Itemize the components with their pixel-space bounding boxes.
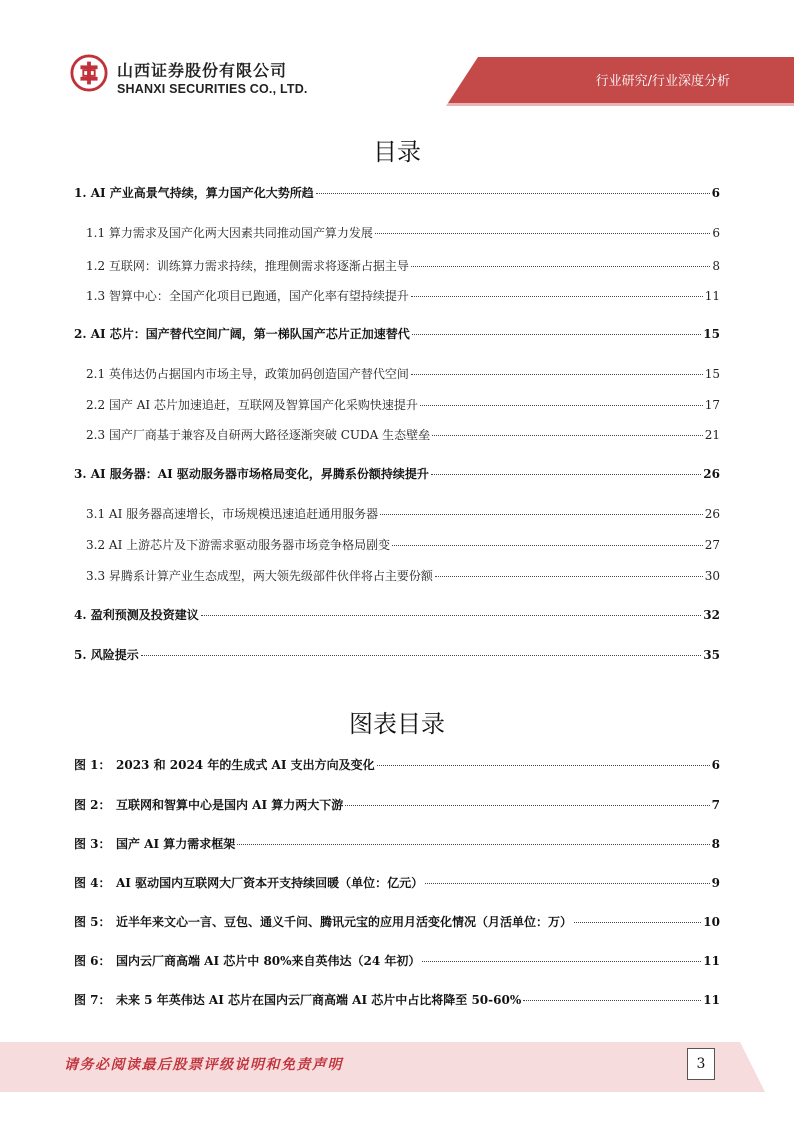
toc-entry-title: 3.3 昇腾系计算产业生态成型，两大领先级部件伙伴将占主要份额 bbox=[86, 569, 433, 583]
dot-leader bbox=[523, 1000, 701, 1001]
toc-entry-page: 35 bbox=[703, 648, 720, 662]
figure-caption: 国内云厂商高端 AI 芯片中 80%来自英伟达（24 年初） bbox=[116, 954, 421, 968]
toc-entry-page: 26 bbox=[704, 507, 720, 521]
figure-entry-page: 10 bbox=[703, 915, 720, 929]
figure-entry-page: 11 bbox=[703, 993, 720, 1007]
toc-entry[interactable] bbox=[86, 536, 720, 552]
dot-leader bbox=[412, 334, 701, 335]
toc-entry[interactable] bbox=[86, 396, 720, 412]
toc-entry[interactable] bbox=[74, 465, 720, 481]
dot-leader bbox=[411, 296, 703, 297]
toc-entry-title: 1.2 互联网：训练算力需求持续，推理侧需求将逐渐占据主导 bbox=[86, 259, 409, 273]
figure-entry-title bbox=[74, 952, 420, 969]
toc-entry-page: 27 bbox=[704, 538, 720, 552]
toc-entry[interactable] bbox=[74, 325, 720, 341]
company-logo-icon bbox=[70, 54, 108, 92]
page-header bbox=[0, 0, 794, 110]
toc-entry-page: 30 bbox=[704, 569, 720, 583]
report-category: 行业研究/行业深度分析 bbox=[595, 74, 730, 89]
figure-entry[interactable] bbox=[74, 796, 720, 812]
dot-leader bbox=[237, 844, 709, 845]
toc-entry[interactable] bbox=[74, 184, 720, 200]
figure-entry[interactable] bbox=[74, 913, 720, 929]
dot-leader bbox=[345, 805, 709, 806]
figure-caption: 未来 5 年英伟达 AI 芯片在国内云厂商高端 AI 芯片中占比将降至 50-60% bbox=[116, 993, 522, 1007]
figure-entry-page: 7 bbox=[711, 798, 720, 812]
toc-entry-page: 6 bbox=[711, 186, 720, 200]
dot-leader bbox=[422, 961, 701, 962]
dot-leader bbox=[420, 405, 703, 406]
toc-entry-title: 3.2 AI 上游芯片及下游需求驱动服务器市场竞争格局剧变 bbox=[86, 538, 391, 552]
toc-entry-title: 1. AI 产业高景气持续，算力国产化大势所趋 bbox=[74, 186, 314, 200]
figure-entry-title bbox=[74, 796, 343, 813]
toc-entry-page: 21 bbox=[704, 428, 720, 442]
toc-entry[interactable] bbox=[86, 365, 720, 381]
dot-leader bbox=[425, 883, 710, 884]
figure-caption: 互联网和智算中心是国内 AI 算力两大下游 bbox=[116, 798, 344, 812]
figure-entry[interactable] bbox=[74, 756, 720, 772]
figure-entry[interactable] bbox=[74, 952, 720, 968]
company-name bbox=[117, 58, 308, 96]
toc-entry-page: 26 bbox=[703, 467, 720, 481]
figure-entry[interactable] bbox=[74, 874, 720, 890]
figure-number: 图 5： bbox=[74, 915, 111, 929]
toc-title: 目录 bbox=[373, 138, 421, 166]
toc-entry[interactable] bbox=[86, 505, 720, 521]
toc-entry-page: 8 bbox=[712, 259, 720, 273]
toc-entry-title: 5. 风险提示 bbox=[74, 648, 139, 662]
company-name-en: SHANXI SECURITIES CO., LTD. bbox=[117, 82, 308, 96]
figure-entry-page: 8 bbox=[711, 837, 720, 851]
figure-number: 图 2： bbox=[74, 798, 111, 812]
dot-leader bbox=[574, 922, 701, 923]
toc-entry-page: 11 bbox=[704, 289, 720, 303]
dot-leader bbox=[141, 655, 702, 656]
figure-caption: 国产 AI 算力需求框架 bbox=[116, 837, 236, 851]
dot-leader bbox=[380, 514, 703, 515]
figure-entry-title bbox=[74, 913, 572, 930]
dot-leader bbox=[375, 233, 710, 234]
dot-leader bbox=[411, 266, 710, 267]
toc-entry[interactable] bbox=[74, 646, 720, 662]
figure-number: 图 4： bbox=[74, 876, 111, 890]
figure-number: 图 1： bbox=[74, 758, 111, 772]
toc-entry-title: 3. AI 服务器：AI 驱动服务器市场格局变化，昇腾系份额持续提升 bbox=[74, 467, 429, 481]
toc-entry[interactable] bbox=[86, 567, 720, 583]
toc-entry-title: 1.3 智算中心：全国产化项目已跑通，国产化率有望持续提升 bbox=[86, 289, 409, 303]
dot-leader bbox=[316, 193, 710, 194]
toc-entry-page: 15 bbox=[703, 327, 720, 341]
toc-entry-title: 2.2 国产 AI 芯片加速追赶，互联网及智算国产化采购快速提升 bbox=[86, 398, 418, 412]
company-name-cn: 山西证券股份有限公司 bbox=[117, 61, 288, 80]
toc-entry-title: 2.1 英伟达仍占据国内市场主导，政策加码创造国产替代空间 bbox=[86, 367, 409, 381]
figure-entry-page: 6 bbox=[711, 758, 720, 772]
figure-caption: AI 驱动国内互联网大厂资本开支持续回暖（单位：亿元） bbox=[116, 876, 424, 890]
dot-leader bbox=[431, 474, 701, 475]
dot-leader bbox=[377, 765, 710, 766]
toc-entry-page: 15 bbox=[704, 367, 720, 381]
figure-number: 图 6： bbox=[74, 954, 111, 968]
page-number: 3 bbox=[687, 1048, 715, 1080]
toc-entry[interactable] bbox=[86, 426, 720, 442]
figure-list-title: 图表目录 bbox=[349, 710, 445, 738]
toc-entry-title: 2. AI 芯片：国产替代空间广阔，第一梯队国产芯片正加速替代 bbox=[74, 327, 410, 341]
toc-entry[interactable] bbox=[86, 224, 720, 240]
toc-entry-title: 3.1 AI 服务器高速增长，市场规模迅速追赶通用服务器 bbox=[86, 507, 379, 521]
dot-leader bbox=[435, 576, 703, 577]
figure-caption: 近半年来文心一言、豆包、通义千问、腾讯元宝的应用月活变化情况（月活单位：万） bbox=[116, 915, 573, 929]
figure-entry[interactable] bbox=[74, 835, 720, 851]
toc-entry-page: 6 bbox=[712, 226, 720, 240]
dot-leader bbox=[201, 615, 702, 616]
toc-entry-page: 17 bbox=[704, 398, 720, 412]
figure-entry-page: 9 bbox=[711, 876, 720, 890]
figure-number: 图 7： bbox=[74, 993, 111, 1007]
figure-entry[interactable] bbox=[74, 991, 720, 1007]
figure-entry-title bbox=[74, 835, 235, 852]
dot-leader bbox=[432, 435, 703, 436]
figure-entry-title bbox=[74, 756, 375, 773]
toc-entry[interactable] bbox=[74, 606, 720, 622]
toc-entry-title: 1.1 算力需求及国产化两大因素共同推动国产算力发展 bbox=[86, 226, 373, 240]
figure-entry-title bbox=[74, 874, 423, 891]
toc-entry-title: 4. 盈利预测及投资建议 bbox=[74, 608, 199, 622]
dot-leader bbox=[411, 374, 703, 375]
toc-entry-page: 32 bbox=[703, 608, 720, 622]
figure-entry-title bbox=[74, 991, 521, 1008]
dot-leader bbox=[392, 545, 703, 546]
toc-entry-title: 2.3 国产厂商基于兼容及自研两大路径逐渐突破 CUDA 生态壁垒 bbox=[86, 428, 431, 442]
figure-entry-page: 11 bbox=[703, 954, 720, 968]
footer-disclaimer: 请务必阅读最后股票评级说明和免责声明 bbox=[64, 1057, 343, 1073]
figure-caption: 2023 和 2024 年的生成式 AI 支出方向及变化 bbox=[116, 758, 375, 772]
toc-entry[interactable] bbox=[86, 257, 720, 273]
figure-number: 图 3： bbox=[74, 837, 111, 851]
toc-entry[interactable] bbox=[86, 287, 720, 303]
